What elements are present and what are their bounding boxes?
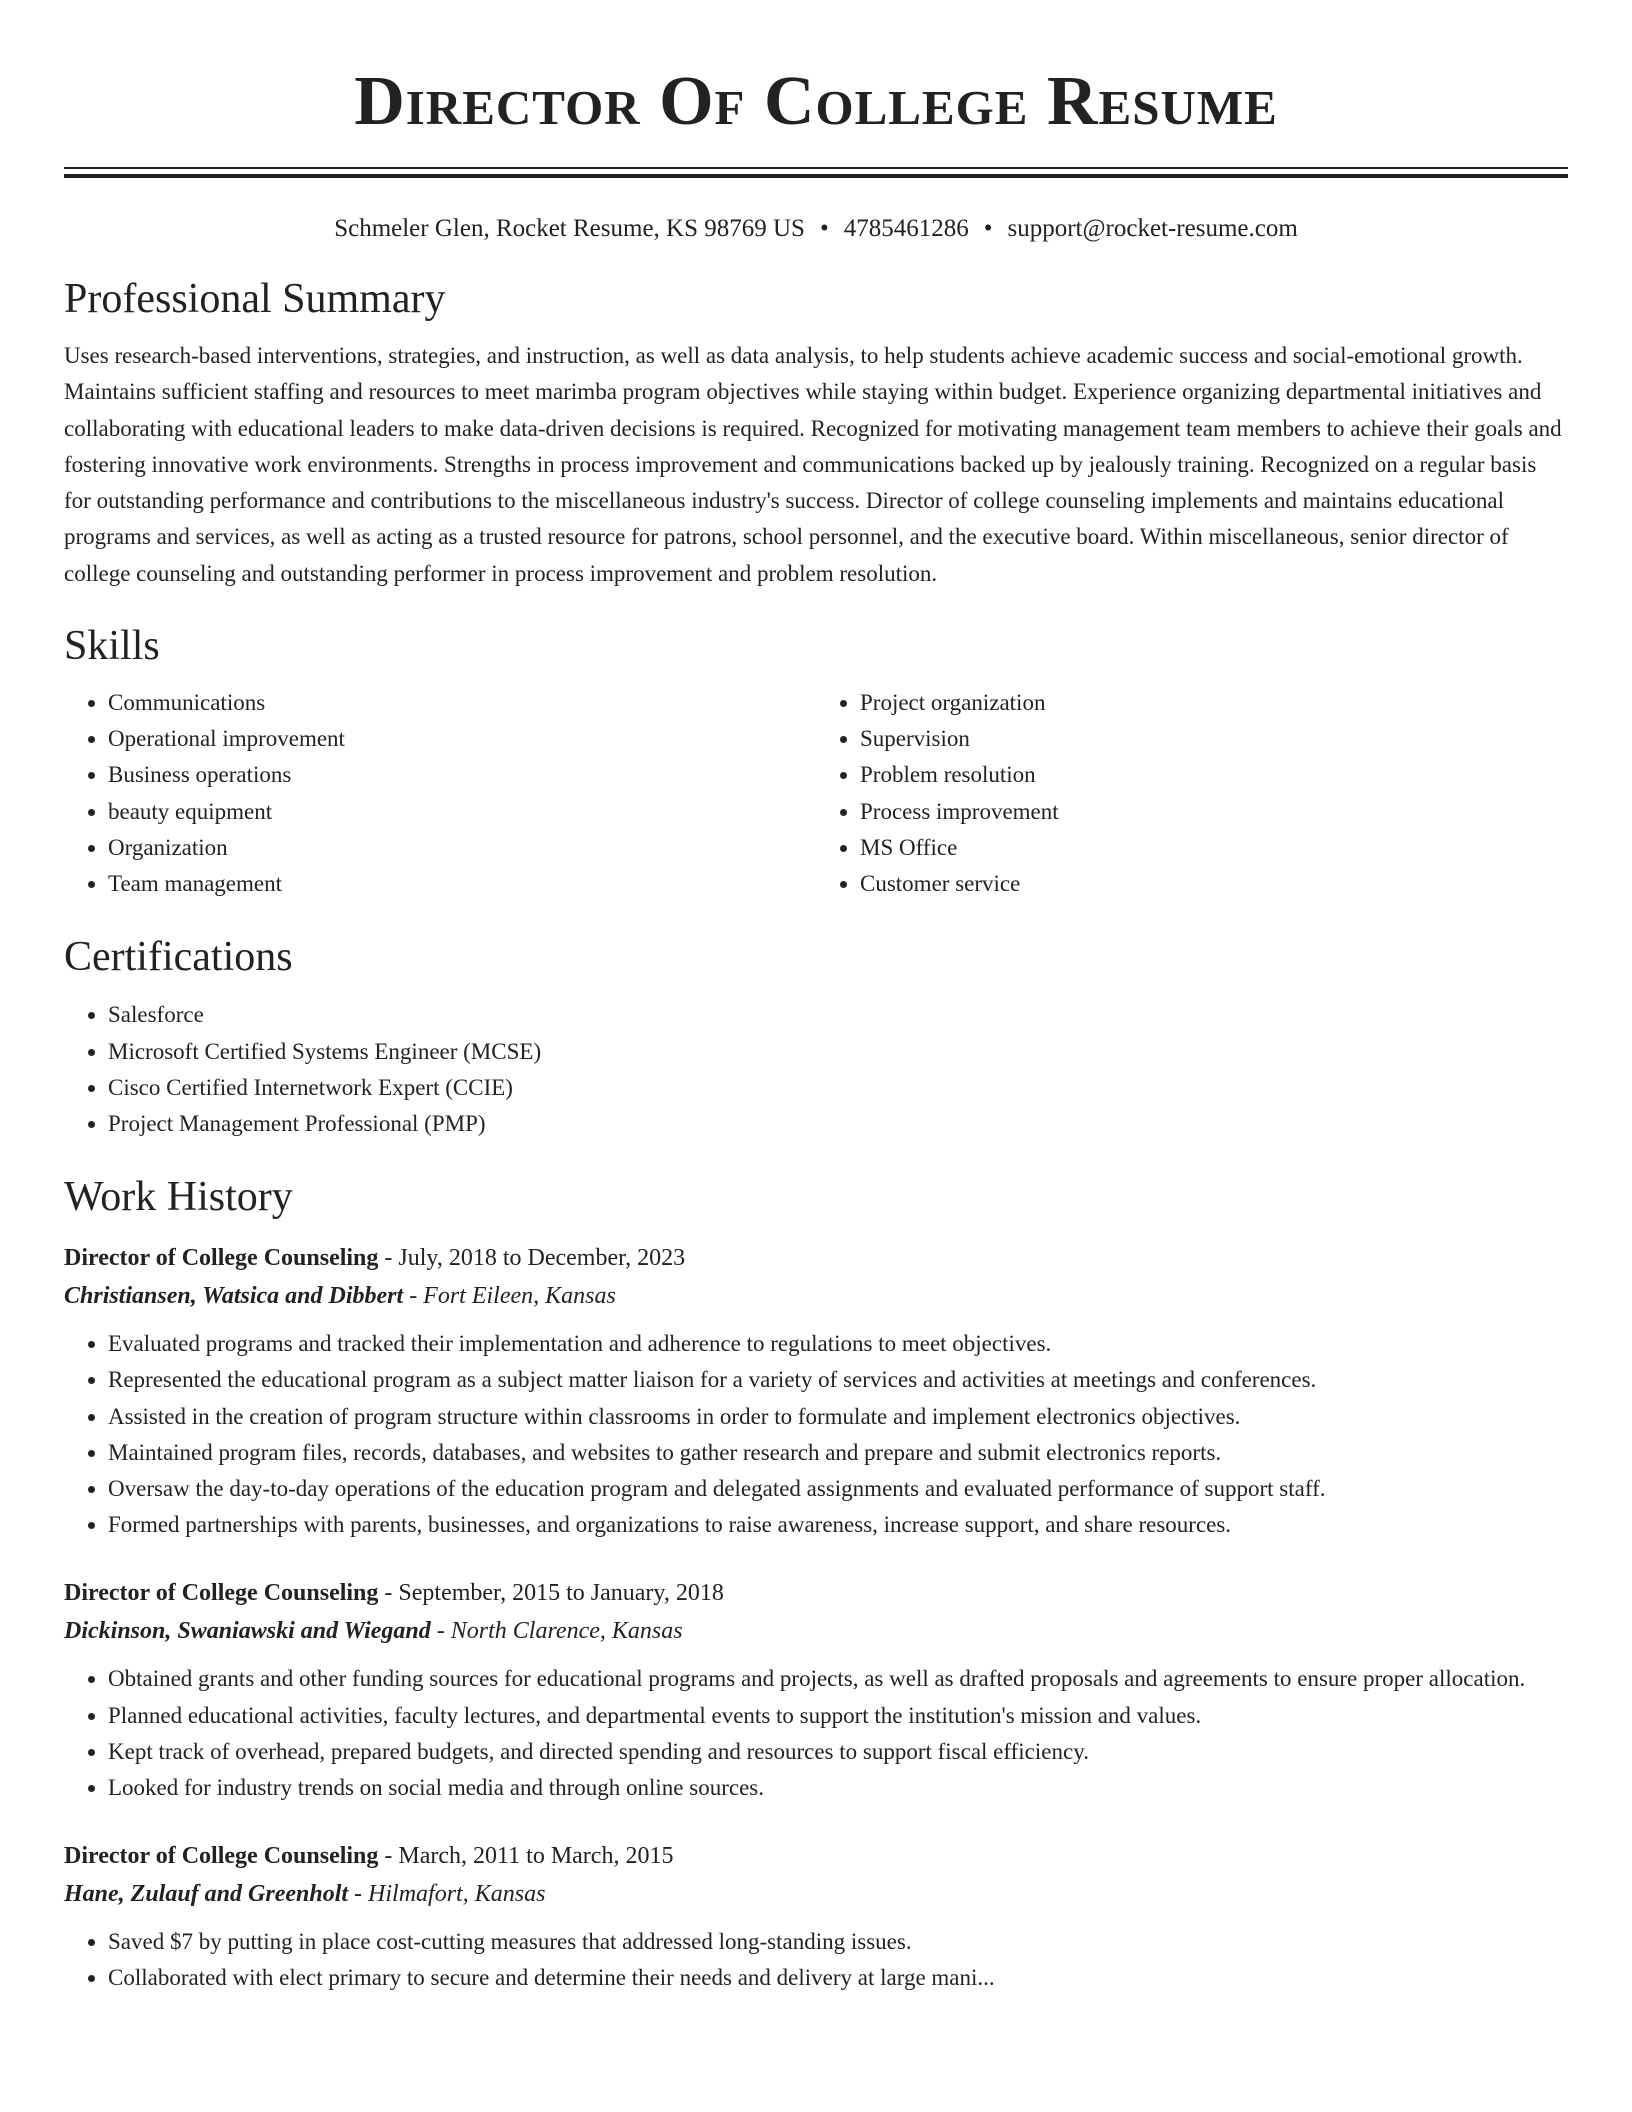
job-title-line <box>64 1574 1568 1612</box>
certification-item: • Salesforce <box>108 997 1568 1033</box>
certification-item: • Microsoft Certified Systems Engineer (MCSE) <box>108 1034 1568 1070</box>
job-company: Hane, Zulauf and Greenholt <box>64 1881 349 1908</box>
certification-item: • Cisco Certified Internetwork Expert (CCIE) <box>108 1070 1568 1106</box>
skill-item: • Customer service <box>860 866 1568 902</box>
job-bullet: • Kept track of overhead, prepared budgets, and directed spending and resources to support fiscal efficiency. <box>108 1734 1568 1770</box>
job-bullets <box>64 1661 1568 1806</box>
job-bullet: • Assisted in the creation of program structure within classrooms in order to formulate and implement electronics objectives. <box>108 1399 1568 1435</box>
resume-title: Director Of College Resume <box>354 63 1278 140</box>
title-divider <box>64 167 1568 178</box>
job-title-line <box>64 1239 1568 1277</box>
skills-section <box>64 621 1568 902</box>
job-company-line <box>64 1612 1568 1650</box>
skills-grid <box>64 685 1568 902</box>
section-heading-work-history: Work History <box>64 1174 293 1221</box>
job-role: Director of College Counseling <box>64 1245 379 1272</box>
skill-item: • Team management <box>108 866 816 902</box>
job-dates: - September, 2015 to January, 2018 <box>378 1580 724 1607</box>
skills-list-left <box>64 685 816 902</box>
job-bullet: • Looked for industry trends on social media and through online sources. <box>108 1770 1568 1806</box>
contact-phone: 4785461286 <box>843 215 969 242</box>
job-dates: - March, 2011 to March, 2015 <box>378 1843 674 1870</box>
section-heading-certifications: Certifications <box>64 934 293 981</box>
contact-address: Schmeler Glen, Rocket Resume, KS 98769 US <box>334 215 805 242</box>
job-bullet: • Maintained program files, records, databases, and websites to gather research and prepare and submit electronics reports. <box>108 1435 1568 1471</box>
skill-item: • Business operations <box>108 757 816 793</box>
certification-item: • Project Management Professional (PMP) <box>108 1106 1568 1142</box>
contact-separator: • <box>983 215 993 242</box>
section-heading-summary: Professional Summary <box>64 276 446 322</box>
summary-text: Uses research-based interventions, strategies, and instruction, as well as data analysis, to help students achieve academic success and social-emotional growth. Maintains sufficient staffing and resources to meet marimba program objectives while staying within budget. Experience organizing departmental initiatives and collaborating with educational leaders to make data-driven decisions is required. Recognized for motivating management team members to achieve their goals and fostering innovative work environments. Strengths in process improvement and communications backed up by jealously training. Recognized on a regular basis for outstanding performance and contributions to the miscellaneous industry's success. Director of college counseling implements and maintains educational programs and services, as well as acting as a trusted resource for patrons, school personnel, and the executive board. Within miscellaneous, senior director of college counseling and outstanding performer in process improvement and problem resolution. <box>64 343 1562 586</box>
skill-item: • MS Office <box>860 830 1568 866</box>
job-title-line <box>64 1837 1568 1875</box>
contact-separator: • <box>819 215 829 242</box>
job-company: Dickinson, Swaniawski and Wiegand <box>64 1618 431 1645</box>
job-bullet: • Represented the educational program as a subject matter liaison for a variety of services and activities at meetings and conferences. <box>108 1362 1568 1398</box>
skill-item: • Project organization <box>860 685 1568 721</box>
job-role: Director of College Counseling <box>64 1580 379 1607</box>
job-company: Christiansen, Watsica and Dibbert <box>64 1283 404 1310</box>
job-bullet: • Collaborated with elect primary to secure and determine their needs and delivery at large mani... <box>108 1960 1568 1996</box>
job-location: - Fort Eileen, Kansas <box>403 1283 616 1310</box>
skills-list-right <box>816 685 1568 902</box>
job-entry <box>64 1837 1568 1996</box>
job-bullet: • Obtained grants and other funding sources for educational programs and projects, as well as drafted proposals and agreements to ensure proper allocation. <box>108 1661 1568 1697</box>
job-bullet: • Formed partnerships with parents, businesses, and organizations to raise awareness, increase support, and share resources. <box>108 1507 1568 1543</box>
job-location: - North Clarence, Kansas <box>430 1618 683 1645</box>
job-bullets <box>64 1326 1568 1543</box>
job-bullet: • Evaluated programs and tracked their implementation and adherence to regulations to meet objectives. <box>108 1326 1568 1362</box>
work-history-section <box>64 1172 1568 1996</box>
skill-item: • beauty equipment <box>108 794 816 830</box>
certifications-section <box>64 932 1568 1142</box>
skill-item: • Operational improvement <box>108 721 816 757</box>
certifications-list <box>64 997 1568 1142</box>
job-bullet: • Saved $7 by putting in place cost-cutting measures that addressed long-standing issues. <box>108 1924 1568 1960</box>
skill-item: • Communications <box>108 685 816 721</box>
contact-email: support@rocket-resume.com <box>1007 215 1298 242</box>
job-company-line <box>64 1277 1568 1315</box>
skill-item: • Organization <box>108 830 816 866</box>
job-entry <box>64 1239 1568 1543</box>
section-heading-skills: Skills <box>64 623 160 670</box>
job-entry <box>64 1574 1568 1806</box>
job-bullet: • Oversaw the day-to-day operations of the education program and delegated assignments and evaluated performance of support staff. <box>108 1471 1568 1507</box>
job-bullet: • Planned educational activities, faculty lectures, and departmental events to support the institution's mission and values. <box>108 1698 1568 1734</box>
job-bullets <box>64 1924 1568 1996</box>
job-dates: - July, 2018 to December, 2023 <box>378 1245 686 1272</box>
job-role: Director of College Counseling <box>64 1843 379 1870</box>
professional-summary-section <box>64 274 1568 592</box>
contact-line <box>64 214 1568 244</box>
skill-item: • Problem resolution <box>860 757 1568 793</box>
job-company-line <box>64 1875 1568 1913</box>
job-location: - Hilmafort, Kansas <box>348 1881 546 1908</box>
skill-item: • Process improvement <box>860 794 1568 830</box>
skill-item: • Supervision <box>860 721 1568 757</box>
